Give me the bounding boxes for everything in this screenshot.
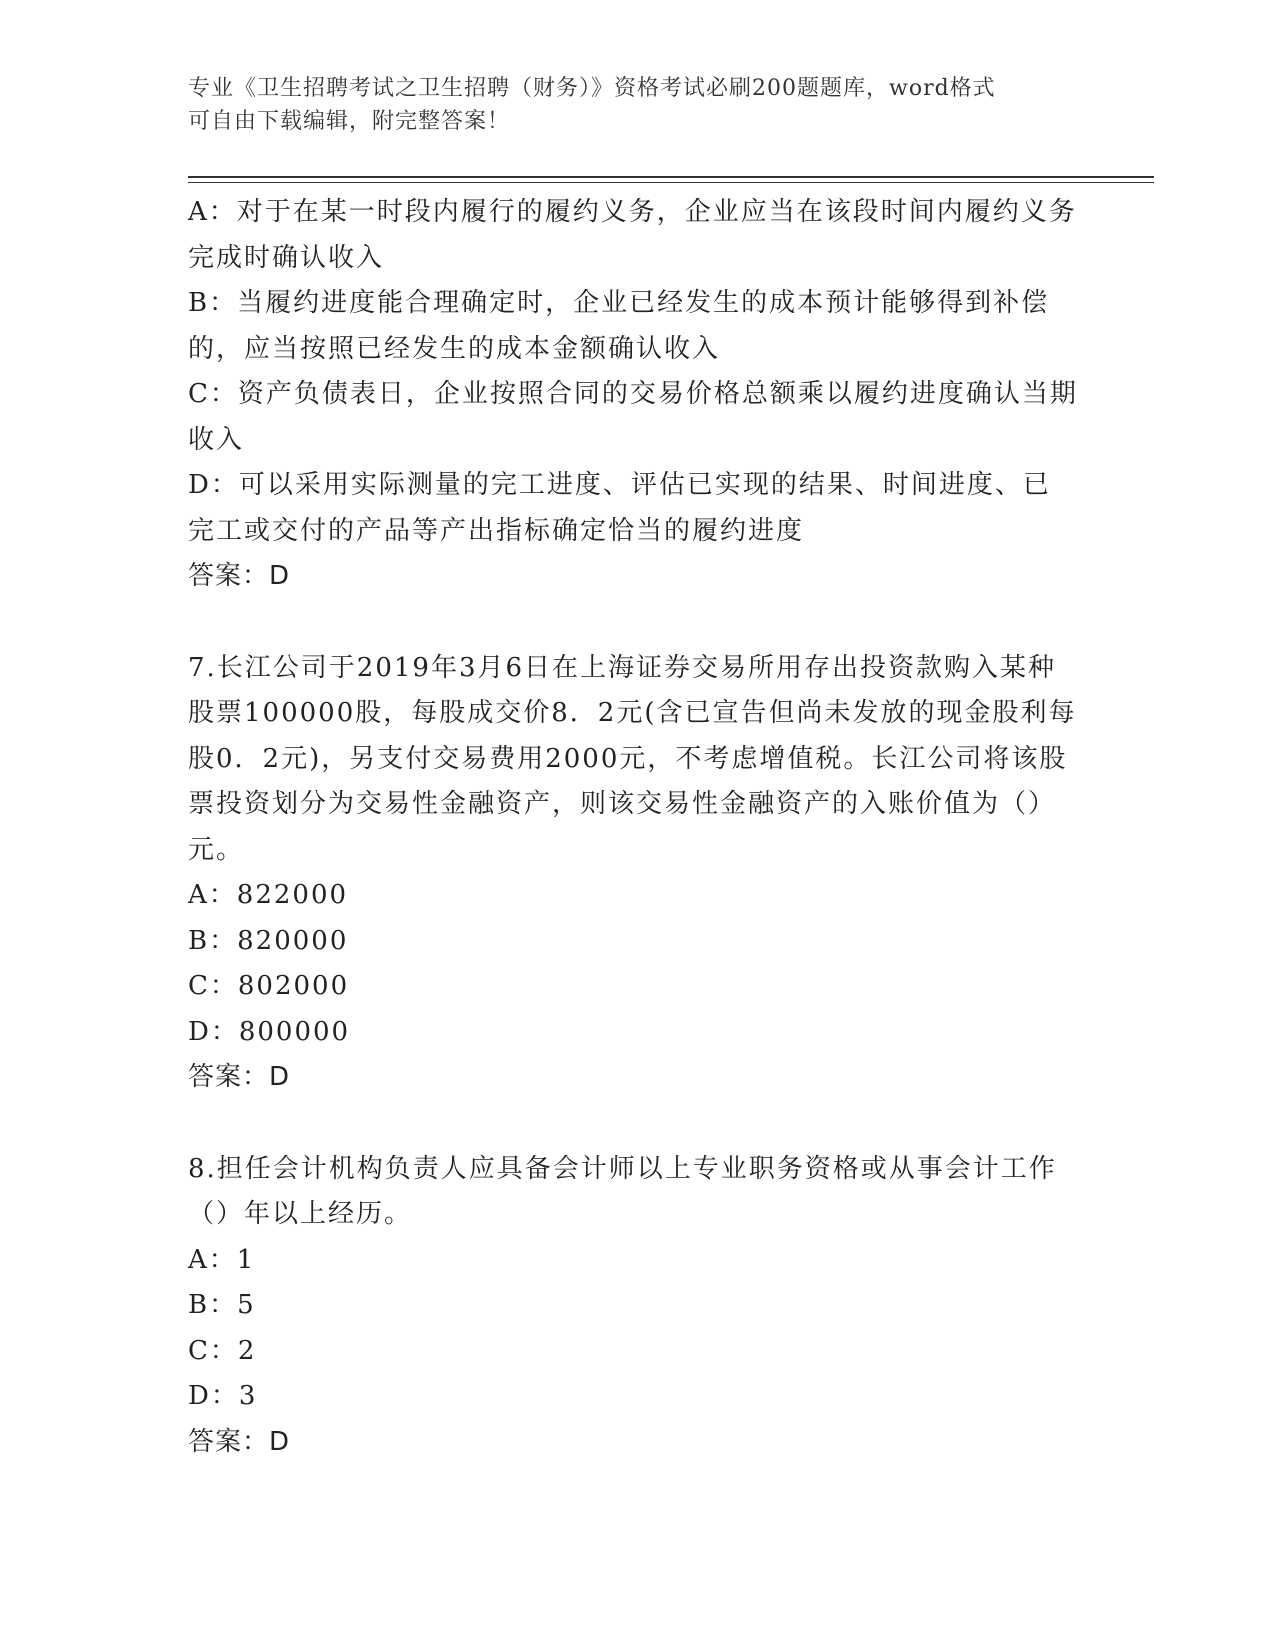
- q7-question-text: 7.长江公司于2019年3月6日在上海证券交易所用存出投资款购入某种股票100000股，每股成交价8．2元(含已宣告但尚未发放的现金股利每股0．2元)，另支付交易费用2000元，不考虑增值税。长江公司将该股票投资划分为交易性金融资产，则该交易性金融资产的入账价值为（）元。: [188, 652, 1077, 865]
- q8-question-text: 8.担任会计机构负责人应具备会计师以上专业职务资格或从事会计工作（）年以上经历。: [188, 1153, 1057, 1229]
- q7-option-a: A：822000: [188, 880, 349, 910]
- spacer: [188, 1101, 1078, 1147]
- question-6: [188, 190, 1078, 600]
- q8-option-c: C：2: [188, 1335, 257, 1366]
- question-content: [188, 190, 1078, 1465]
- header-line-2: 可自由下载编辑，附完整答案！: [188, 109, 511, 134]
- q6-option-b: B：当履约进度能合理确定时，企业已经发生的成本预计能够得到补偿的，应当按照已经发生的成本金额确认收入: [188, 288, 1050, 364]
- q8-option-b: B：5: [188, 1290, 256, 1320]
- document-header: [188, 72, 1078, 138]
- q8-option-d: D：3: [188, 1381, 258, 1411]
- header-line-1: 专业《卫生招聘考试之卫生招聘（财务）》资格考试必刷200题题库，word格式: [188, 76, 996, 101]
- q6-option-a: A：对于在某一时段内履行的履约义务，企业应当在该段时间内履约义务完成时确认收入: [188, 197, 1077, 273]
- q6-answer: 答案：D: [188, 561, 291, 591]
- q7-option-b: B：820000: [188, 925, 349, 956]
- question-7: [188, 646, 1078, 1101]
- question-8: [188, 1147, 1078, 1466]
- q8-option-a: A：1: [188, 1244, 256, 1275]
- q7-option-d: D：800000: [188, 1016, 351, 1047]
- q7-option-c: C：802000: [188, 971, 350, 1001]
- q6-option-d: D：可以采用实际测量的完工进度、评估已实现的结果、时间进度、已完工或交付的产品等产出指标确定恰当的履约进度: [188, 470, 1051, 546]
- q8-answer: 答案：D: [188, 1426, 291, 1457]
- spacer: [188, 600, 1078, 646]
- header-divider-thin: [188, 182, 1154, 183]
- header-divider-thick: [188, 176, 1154, 178]
- q7-answer: 答案：D: [188, 1062, 291, 1092]
- q6-option-c: C：资产负债表日，企业按照合同的交易价格总额乘以履约进度确认当期收入: [188, 379, 1078, 455]
